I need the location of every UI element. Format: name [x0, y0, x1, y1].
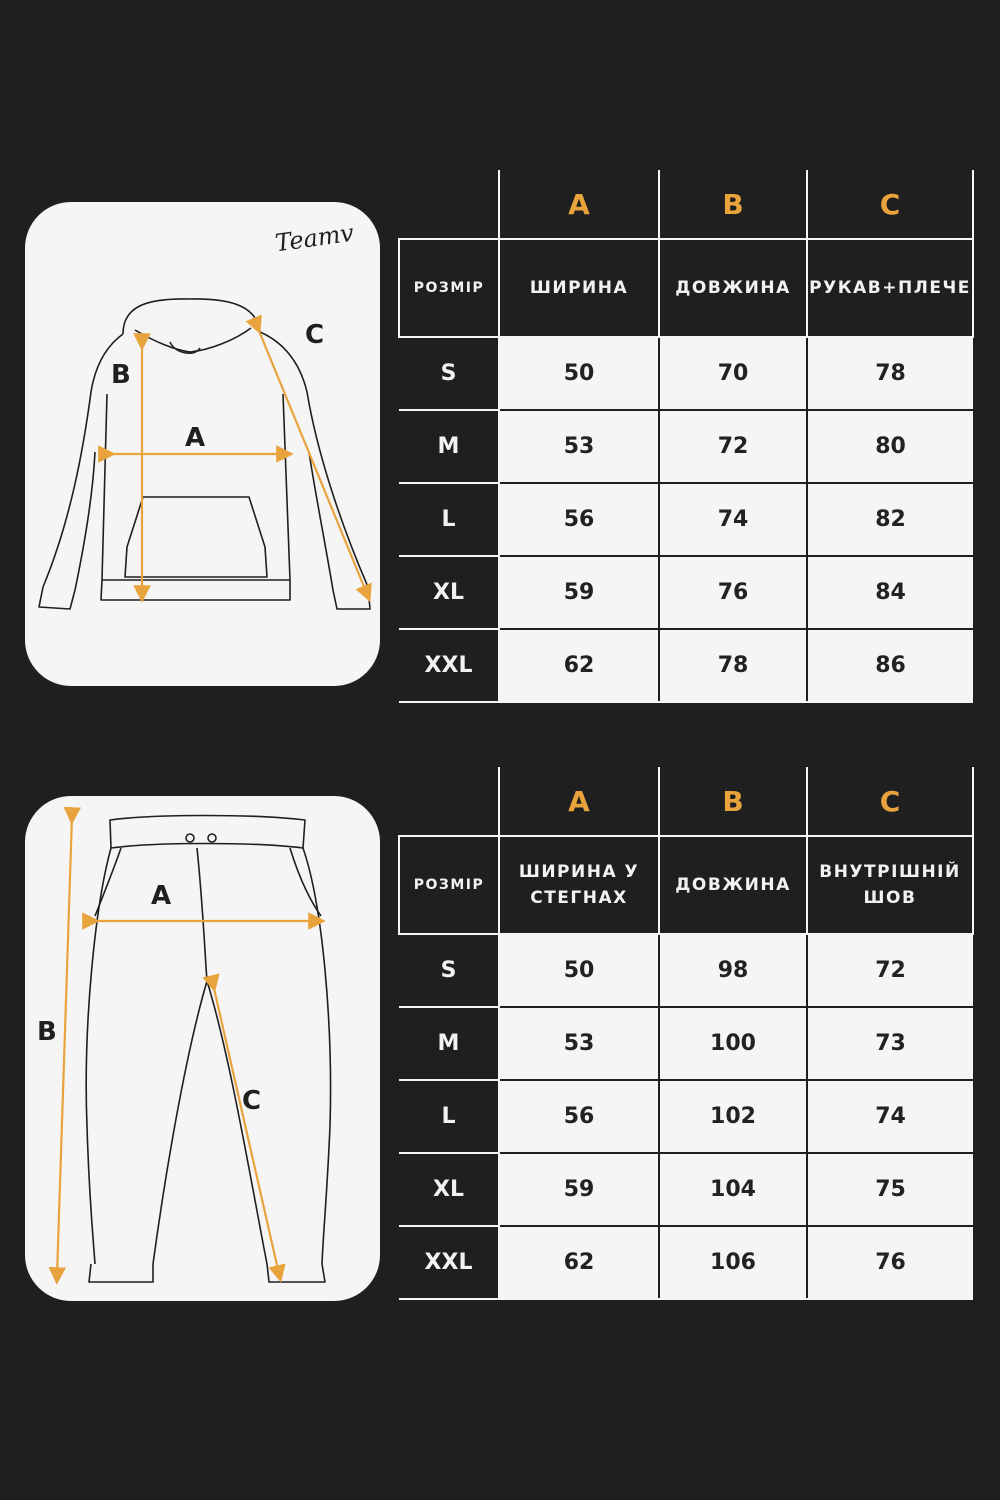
table-header-row — [399, 836, 973, 934]
table-cell: 82 — [807, 483, 973, 556]
table-row — [399, 1007, 973, 1080]
pants-label-b: B — [37, 1017, 57, 1047]
column-letter: A — [499, 767, 659, 836]
hoodie-label-c: C — [305, 320, 325, 350]
table-cell: 75 — [807, 1153, 973, 1226]
table-cell: 59 — [499, 556, 659, 629]
length-header: ДОВЖИНА — [659, 836, 807, 934]
inseam-header — [807, 836, 973, 934]
hoodie-diagram-card — [25, 202, 380, 686]
column-letter: A — [499, 170, 659, 239]
hoodie-label-a: A — [185, 423, 206, 453]
table-cell: 98 — [659, 934, 807, 1007]
table-row — [399, 934, 973, 1007]
size-label: XL — [399, 556, 499, 629]
length-header: ДОВЖИНА — [659, 239, 807, 337]
table-cell: 76 — [659, 556, 807, 629]
size-header: РОЗМІР — [399, 836, 499, 934]
width-header: ШИРИНА — [499, 239, 659, 337]
table-cell: 50 — [499, 934, 659, 1007]
table-cell: 76 — [807, 1226, 973, 1299]
pants-diagram-card — [25, 796, 380, 1301]
size-label: S — [399, 934, 499, 1007]
table-cell: 72 — [659, 410, 807, 483]
table-cell: 104 — [659, 1153, 807, 1226]
table-header-row — [399, 239, 973, 337]
table-row — [399, 1080, 973, 1153]
table-cell: 86 — [807, 629, 973, 702]
table-cell: 74 — [659, 483, 807, 556]
column-letter: B — [659, 767, 807, 836]
table-row — [399, 556, 973, 629]
table-cell: 80 — [807, 410, 973, 483]
hip-width-header-line2: СТЕГНАХ — [530, 888, 628, 908]
brand-logo: Teamv — [273, 218, 356, 258]
table-cell: 106 — [659, 1226, 807, 1299]
pants-outline-illustration — [25, 796, 380, 1301]
table-cell: 62 — [499, 629, 659, 702]
pants-size-table — [398, 767, 974, 1300]
table-row — [399, 1153, 973, 1226]
size-label: XXL — [399, 629, 499, 702]
size-label: M — [399, 410, 499, 483]
column-letter: C — [807, 767, 973, 836]
pants-label-a: A — [151, 881, 172, 911]
pants-label-c: C — [242, 1086, 262, 1116]
column-letter: B — [659, 170, 807, 239]
hoodie-size-table — [398, 170, 974, 703]
table-cell: 78 — [807, 337, 973, 410]
size-label: L — [399, 1080, 499, 1153]
size-label: L — [399, 483, 499, 556]
table-cell: 70 — [659, 337, 807, 410]
table-cell: 56 — [499, 483, 659, 556]
table-cell: 73 — [807, 1007, 973, 1080]
size-label: XL — [399, 1153, 499, 1226]
table-cell: 72 — [807, 934, 973, 1007]
hoodie-label-b: B — [111, 360, 131, 390]
inseam-header-line1: ВНУТРІШНІЙ — [819, 862, 961, 882]
table-row — [399, 483, 973, 556]
table-cell: 102 — [659, 1080, 807, 1153]
table-cell: 84 — [807, 556, 973, 629]
hip-width-header — [499, 836, 659, 934]
column-letter: C — [807, 170, 973, 239]
table-row — [399, 410, 973, 483]
table-cell: 100 — [659, 1007, 807, 1080]
table-cell: 59 — [499, 1153, 659, 1226]
inseam-header-line2: ШОВ — [863, 888, 917, 908]
table-cell: 53 — [499, 410, 659, 483]
hip-width-header-line1: ШИРИНА У — [518, 862, 640, 882]
size-header: РОЗМІР — [399, 239, 499, 337]
table-cell: 78 — [659, 629, 807, 702]
size-label: XXL — [399, 1226, 499, 1299]
table-cell: 50 — [499, 337, 659, 410]
size-label: S — [399, 337, 499, 410]
measurement-letter-row — [399, 170, 973, 239]
table-cell: 62 — [499, 1226, 659, 1299]
table-cell: 53 — [499, 1007, 659, 1080]
table-row — [399, 1226, 973, 1299]
table-cell: 56 — [499, 1080, 659, 1153]
measurement-letter-row — [399, 767, 973, 836]
table-row — [399, 337, 973, 410]
size-label: M — [399, 1007, 499, 1080]
table-cell: 74 — [807, 1080, 973, 1153]
table-row — [399, 629, 973, 702]
sleeve-shoulder-header: РУКАВ+ПЛЕЧЕ — [807, 239, 973, 337]
